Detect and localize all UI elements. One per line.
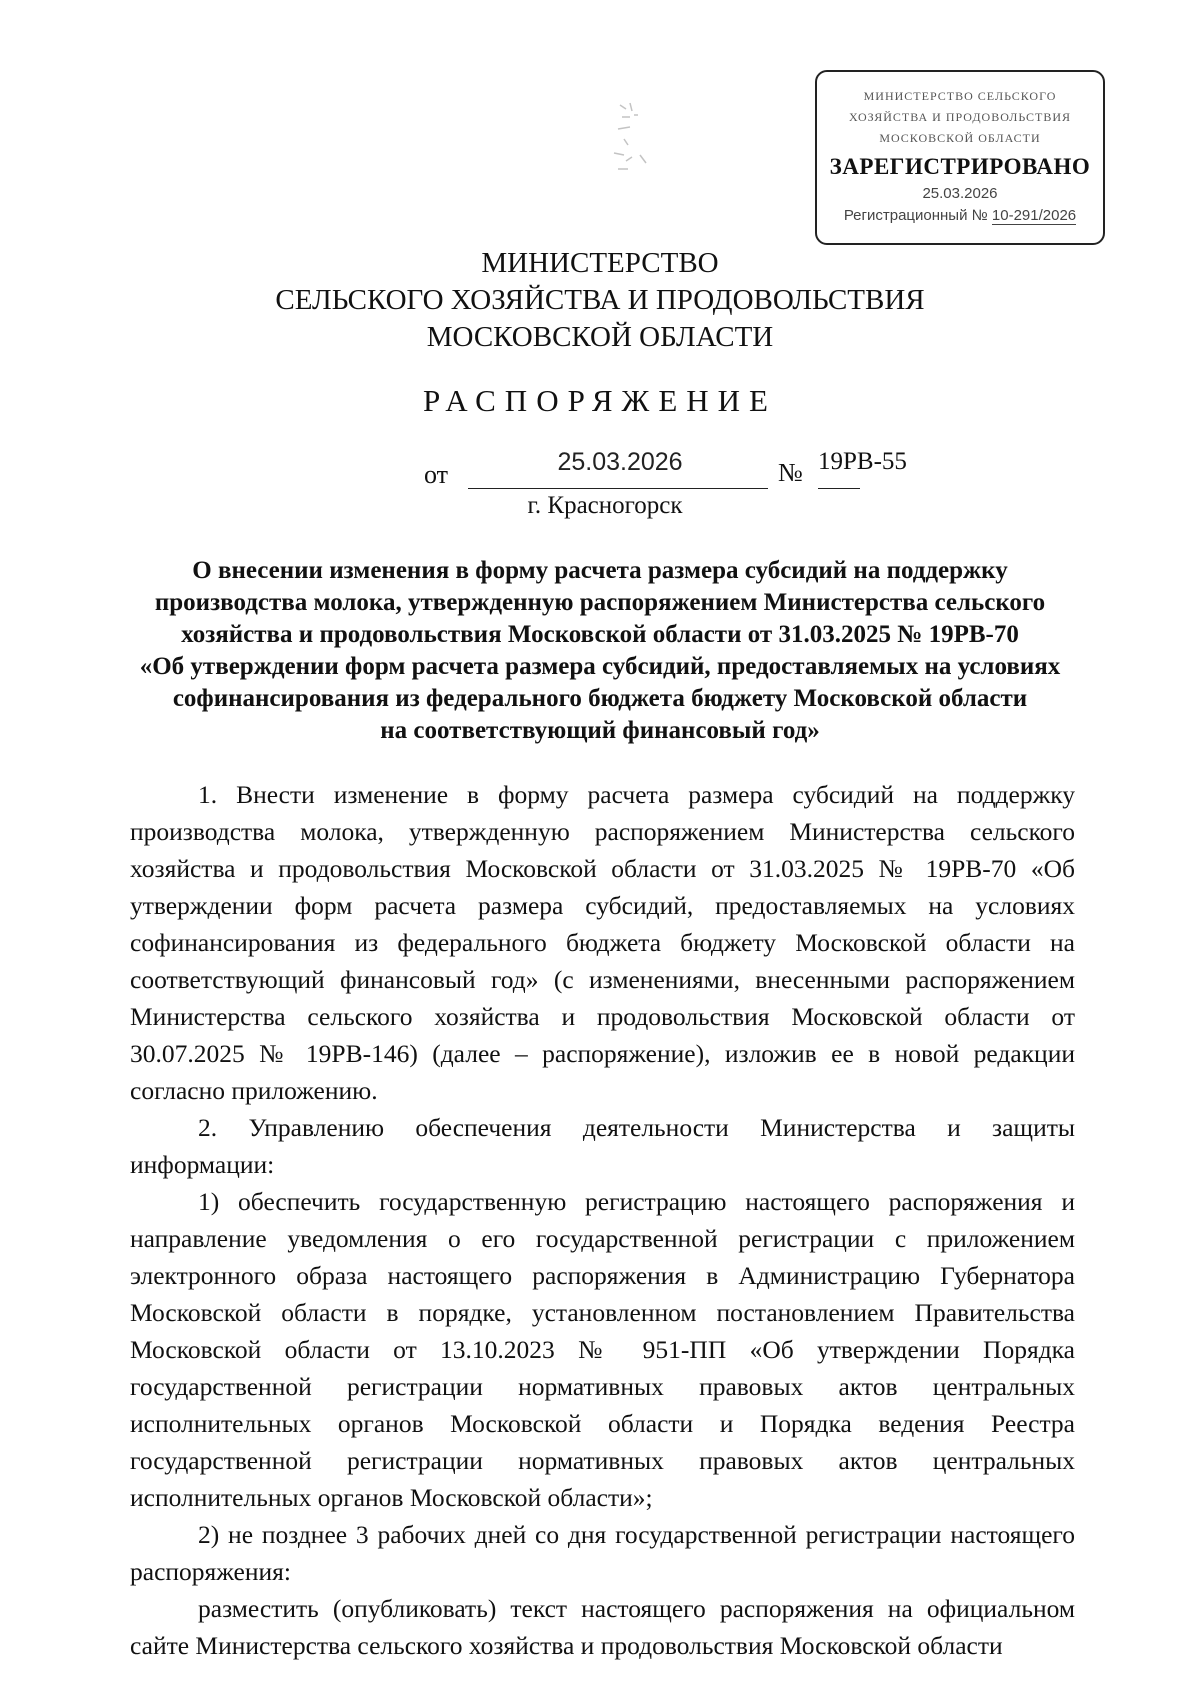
- stamp-line-3: МОСКОВСКОЙ ОБЛАСТИ: [879, 131, 1041, 145]
- date-underline: [468, 488, 768, 489]
- title-line-1: О внесении изменения в форму расчета размера субсидий на поддержку: [192, 557, 1008, 584]
- stamp-reg-value: 10-291/2026: [991, 207, 1077, 224]
- document-body: [130, 776, 1075, 1664]
- title-line-2: производства молока, утвержденную распоряжением Министерства сельского: [154, 589, 1046, 616]
- ministry-name: [100, 245, 1100, 356]
- document-number: 19РВ-55: [818, 448, 907, 475]
- title-line-3: хозяйства и продовольствия Московской области от 31.03.2025 № 19РВ-70: [181, 621, 1019, 648]
- title-line-5: софинансирования из федерального бюджета бюджету Московской области: [172, 685, 1028, 712]
- ministry-line-2: СЕЛЬСКОГО ХОЗЯЙСТВА И ПРОДОВОЛЬСТВИЯ: [275, 284, 925, 316]
- stamp-date: 25.03.2026: [922, 185, 998, 202]
- paragraph-3: 1) обеспечить государственную регистрацию настоящего распоряжения и направление уведомления о его государственной регистрации с приложением электронного образа настоящего распоряжения в Администрацию Губернатора Московской области в порядке, установленном постановлением Правительства Московской области от 13.10.2023 № 951-ПП «Об утверждении Порядка государственной регистрации нормативных правовых актов центральных исполнительных органов Московской области и Порядка ведения Реестра государственной регистрации нормативных правовых актов центральных исполнительных органов Московской области»;: [130, 1187, 1075, 1512]
- document-type: РАСПОРЯЖЕНИЕ: [423, 383, 777, 418]
- ministry-line-3: МОСКОВСКОЙ ОБЛАСТИ: [426, 321, 774, 353]
- title-line-4: «Об утверждении форм расчета размера субсидий, предоставляемых на условиях: [139, 653, 1061, 680]
- number-sign: №: [778, 458, 803, 487]
- city: г. Красногорск: [527, 492, 683, 519]
- number-underline: [818, 488, 860, 489]
- date-number-row: [400, 448, 920, 488]
- stamp-reg-label: Регистрационный №: [843, 207, 988, 224]
- title-line-6: на соответствующий финансовый год»: [380, 717, 820, 744]
- emblem-icon: [600, 95, 680, 185]
- paragraph-4: 2) не позднее 3 рабочих дней со дня государственной регистрации настоящего распоряжения:: [130, 1520, 1075, 1586]
- ministry-line-1: МИНИСТЕРСТВО: [481, 247, 719, 279]
- paragraph-1: 1. Внести изменение в форму расчета размера субсидий на поддержку производства молока, утвержденную распоряжением Министерства сельского хозяйства и продовольствия Московской области от 31.03.2025 № 19РВ-70 «Об утверждении форм расчета размера субсидий, предоставляемых на условиях софинансирования из федерального бюджета бюджету Московской области на соответствующий финансовый год» (с изменениями, внесенными распоряжением Министерства сельского хозяйства и продовольствия Московской области от 30.07.2025 № 19РВ-146) (далее – распоряжение), изложив ее в новой редакции согласно приложению.: [130, 780, 1075, 1105]
- stamp-line-2: ХОЗЯЙСТВА И ПРОДОВОЛЬСТВИЯ: [848, 110, 1072, 124]
- document-title: [110, 555, 1090, 747]
- date-prefix: от: [424, 460, 449, 489]
- paragraph-5: разместить (опубликовать) текст настоящего распоряжения на официальном сайте Министерства сельского хозяйства и продовольствия Московской области: [130, 1594, 1075, 1660]
- registration-stamp: [815, 70, 1105, 245]
- paragraph-2: 2. Управлению обеспечения деятельности Министерства и защиты информации:: [130, 1113, 1075, 1179]
- stamp-line-1: МИНИСТЕРСТВО СЕЛЬСКОГО: [863, 89, 1057, 103]
- stamp-title: ЗАРЕГИСТРИРОВАНО: [829, 154, 1091, 179]
- document-date: 25.03.2026: [557, 448, 683, 476]
- stamp-reg-number: [817, 205, 1103, 227]
